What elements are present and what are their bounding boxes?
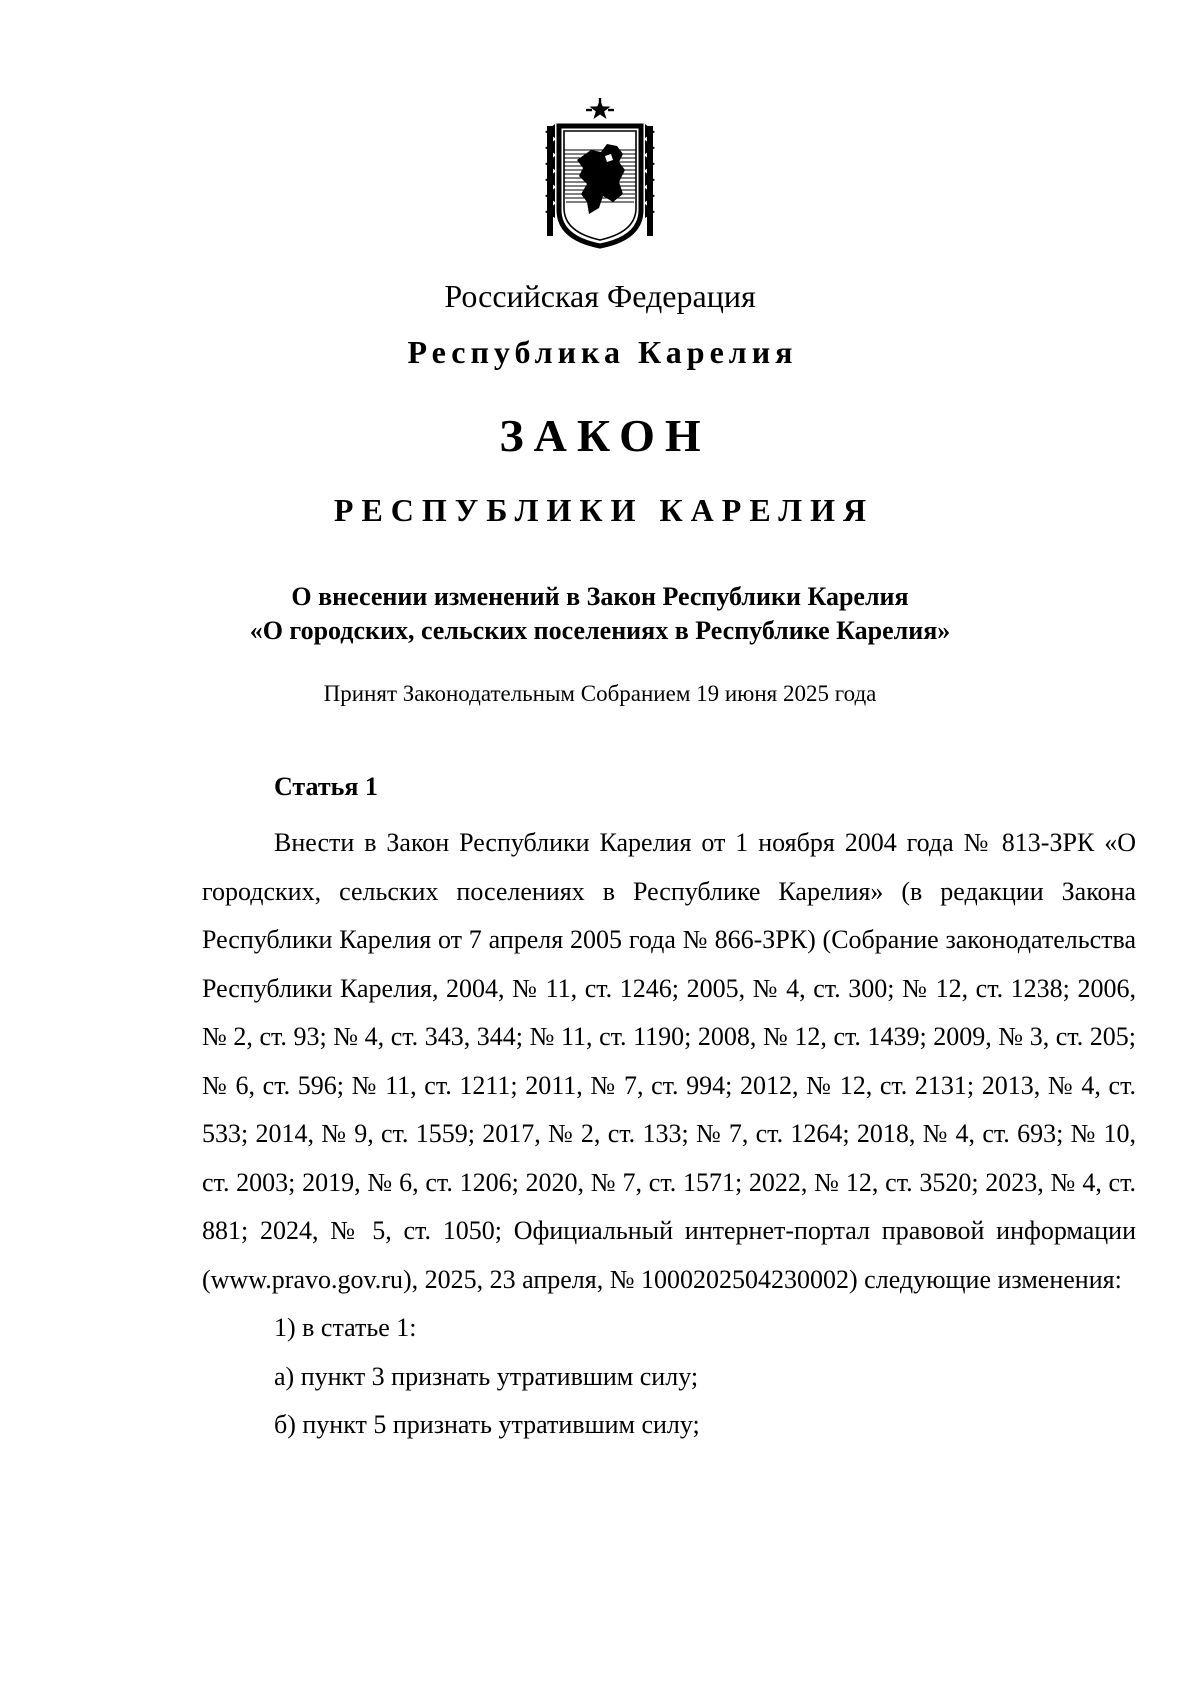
document-title [0, 580, 1200, 648]
article-paragraph: Внести в Закон Республики Карелия от 1 ноября 2004 года № 813-ЗРК «О городских, сельских поселениях в Республике Карелия» (в редакции Закона Республики Карелия от 7 апреля 2005 года № 866-ЗРК) (Собрание законодательства Республики Карелия, 2004, № 11, ст. 1246; 2005, № 4, ст. 300; № 12, ст. 1238; 2006, № 2, ст. 93; № 4, ст. 343, 344; № 11, ст. 1190; 2008, № 12, ст. 1439; 2009, № 3, ст. 205; № 6, ст. 596; № 11, ст. 1211; 2011, № 7, ст. 994; 2012, № 12, ст. 2131; 2013, № 4, ст. 533; 2014, № 9, ст. 1559; 2017, № 2, ст. 133; № 7, ст. 1264; 2018, № 4, ст. 693; № 10, ст. 2003; 2019, № 6, ст. 1206; 2020, № 7, ст. 1571; 2022, № 12, ст. 3520; 2023, № 4, ст. 881; 2024, № 5, ст. 1050; Официальный интернет-портал правовой информации (www.pravo.gov.ru), 2025, 23 апреля, № 1000202504230002) следующие изменения: [202, 828, 1136, 1294]
country-name: Российская Федерация [444, 278, 756, 314]
karelia-coat-of-arms-icon [543, 98, 657, 250]
article-list-item: а) пункт 3 признать утратившим силу; [274, 1361, 699, 1391]
article-heading: Статья 1 [274, 772, 378, 801]
article-list-item: 1) в статье 1: [274, 1313, 417, 1342]
article-body [202, 819, 1136, 1450]
document-issuer: РЕСПУБЛИКИ КАРЕЛИЯ [333, 492, 875, 528]
document-title-line: О внесении изменений в Закон Республики Карелия [291, 582, 909, 611]
document-type: ЗАКОН [499, 410, 711, 461]
document-title-line: «О городских, сельских поселениях в Республике Карелия» [249, 616, 951, 645]
article-list-item: б) пункт 5 признать утратившим силу; [274, 1410, 700, 1439]
adoption-note: Принят Законодательным Собранием 19 июня 2025 года [323, 681, 877, 706]
republic-name: Республика Карелия [407, 334, 798, 370]
